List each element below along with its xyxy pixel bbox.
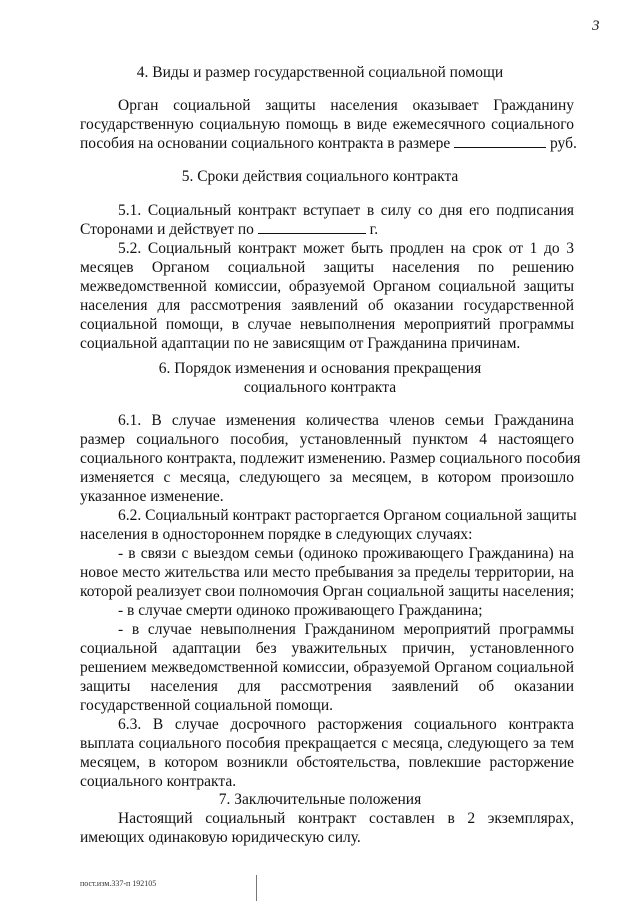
text-fragment: Сторонами и действует по [80,221,254,238]
text-line: которой реализует свои полномочия Орган социальной защиты населения; [80,583,575,600]
text-line: Орган социальной защиты населения оказывает Гражданину [118,97,574,114]
section-6-heading-cont: социального контракта [243,379,397,396]
text-line: защиты населения для рассмотрения заявлений об оказании [80,678,574,695]
text-line: социальной адаптации по не зависящим от Гражданина причинам. [80,335,521,352]
text-line: государственную социальную помощь в виде ежемесячного социального [80,116,574,133]
section-6-1-paragraph [80,411,581,506]
section-5-1-paragraph [80,201,574,239]
scan-margin-mark [256,875,257,901]
section-7-paragraph [80,809,574,847]
text-line-with-blank [80,220,574,239]
section-6-3-paragraph [80,715,574,791]
section-5-heading: 5. Сроки действия социального контракта [181,168,459,185]
text-line: новое место жительства или место пребывания за пределы территории, на [80,564,574,581]
text-line: решением межведомственной комиссии, образуемой Органом социальной [80,659,574,676]
text-line: населения в одностороннем порядке в следующих случаях: [80,526,473,543]
text-line: социального контракта. [80,773,237,790]
text-line: 5.2. Социальный контракт может быть продлен на срок от 1 до 3 [118,240,574,257]
text-line: Настоящий социальный контракт составлен в 2 экземплярах, [118,810,574,827]
text-fragment: руб. [550,135,577,152]
text-line: 5.1. Социальный контракт вступает в силу со дня его подписания [118,202,574,219]
section-6-2-case-3 [80,620,574,715]
amount-blank-line [454,134,546,148]
section-7-heading: 7. Заключительные положения [218,791,422,808]
text-line: 6.2. Социальный контракт расторгается Органом социальной защиты [118,507,577,524]
text-line: населения для рассмотрения заявлений об оказании государственной [80,297,574,314]
section-6-heading: 6. Порядок изменения и основания прекращения [158,360,482,377]
footer-reference: пост.изм.337-п 192105 [80,879,157,888]
section-4-heading: 4. Виды и размер государственной социальной помощи [136,64,504,81]
text-line: межведомственной комиссии, образуемой Органом социальной защиты [80,278,574,295]
text-line: месяцев Органом социальной защиты населения по решению [80,259,574,276]
text-line: выплата социального пособия прекращается с месяца, следующего за тем [80,735,574,752]
text-line: социального контракта, подлежит изменению. Размер социального пособия [80,450,581,467]
text-line: месяцем, в котором возникли обстоятельства, повлекшие расторжение [80,754,574,771]
text-fragment: пособия на основании социального контракта в размере [80,135,451,152]
date-blank-line [258,220,366,234]
section-5-2-paragraph [80,239,574,353]
text-line: имеющих одинаковую юридическую силу. [80,829,361,846]
text-line: социальной адаптации без уважительных причин, установленного [80,640,574,657]
text-line: изменяется с месяца, следующего за месяцем, в котором произошло [80,469,574,486]
text-line: размер социального пособия, установленный пунктом 4 настоящего [80,431,574,448]
section-4-paragraph [80,96,577,153]
text-line: 6.3. В случае досрочного расторжения социального контракта [118,716,574,733]
section-6-2-case-2 [80,601,574,620]
text-line: - в случае смерти одиноко проживающего Гражданина; [118,602,483,619]
section-6-2-paragraph [80,506,577,544]
text-line-with-blank [80,134,577,153]
text-line: указанное изменение. [80,488,224,505]
text-line: - в случае невыполнения Гражданином мероприятий программы [118,621,574,638]
text-line: государственной социальной помощи. [80,697,334,714]
text-line: - в связи с выездом семьи (одиноко проживающего Гражданина) на [118,545,574,562]
page-number: 3 [592,18,600,34]
text-fragment: г. [369,221,379,238]
text-line: социальной помощи, в случае невыполнения мероприятий программы [80,316,574,333]
section-6-2-case-1 [80,544,574,601]
text-line: 6.1. В случае изменения количества членов семьи Гражданина [118,412,574,429]
